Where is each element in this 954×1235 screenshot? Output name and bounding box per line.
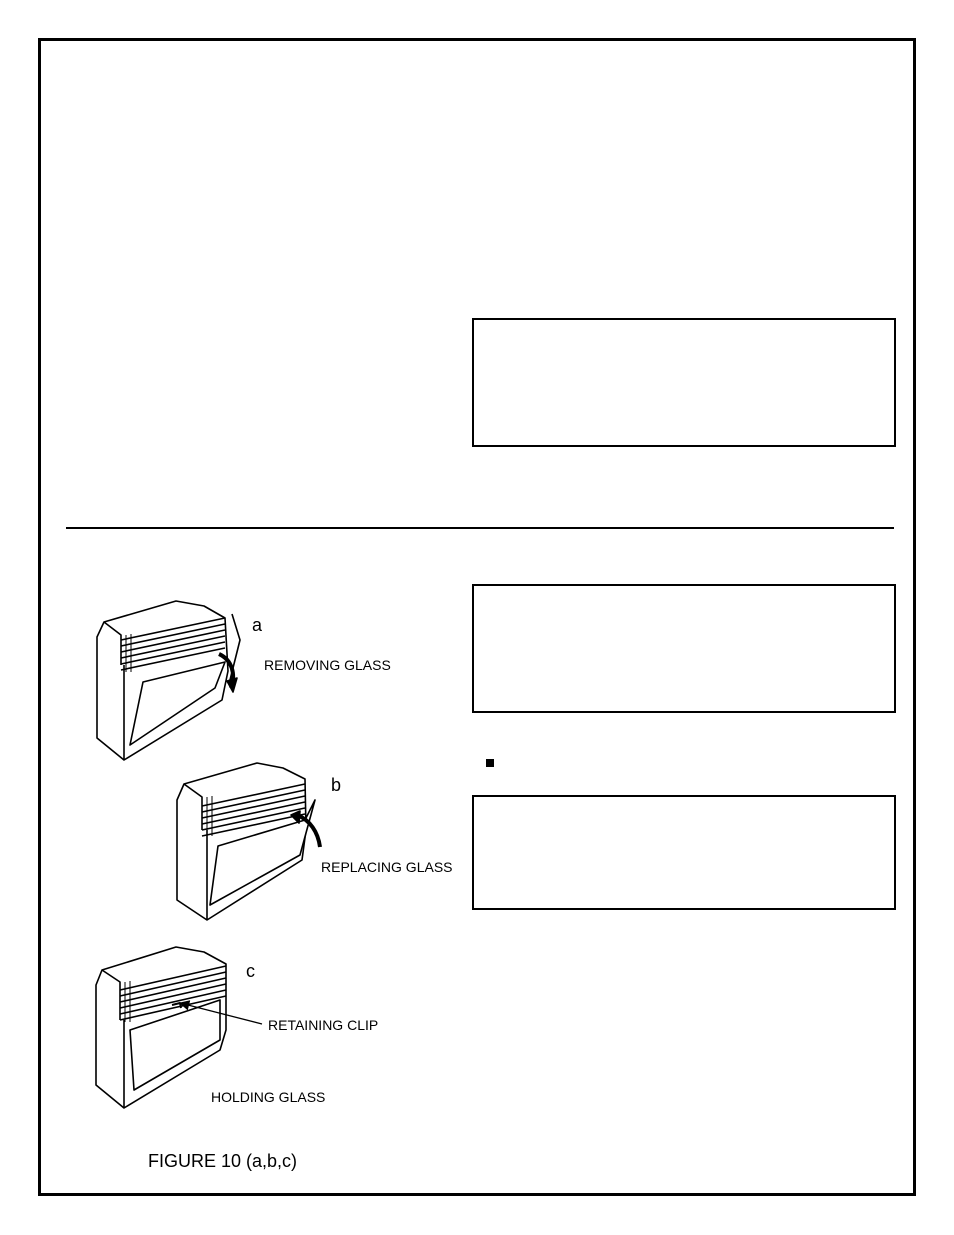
label-retaining-clip: RETAINING CLIP [268, 1017, 379, 1033]
fireplace-a-drawing [97, 601, 240, 760]
fireplace-b-drawing [177, 763, 320, 920]
label-replacing-glass: REPLACING GLASS [321, 859, 453, 875]
panel-letter-a: a [252, 615, 263, 635]
label-holding-glass: HOLDING GLASS [211, 1089, 326, 1105]
panel-letter-c: c [246, 961, 255, 981]
label-removing-glass: REMOVING GLASS [264, 657, 391, 673]
fireplace-c-drawing [96, 947, 262, 1108]
panel-letter-b: b [331, 775, 342, 795]
figure-caption: FIGURE 10 (a,b,c) [148, 1151, 298, 1171]
